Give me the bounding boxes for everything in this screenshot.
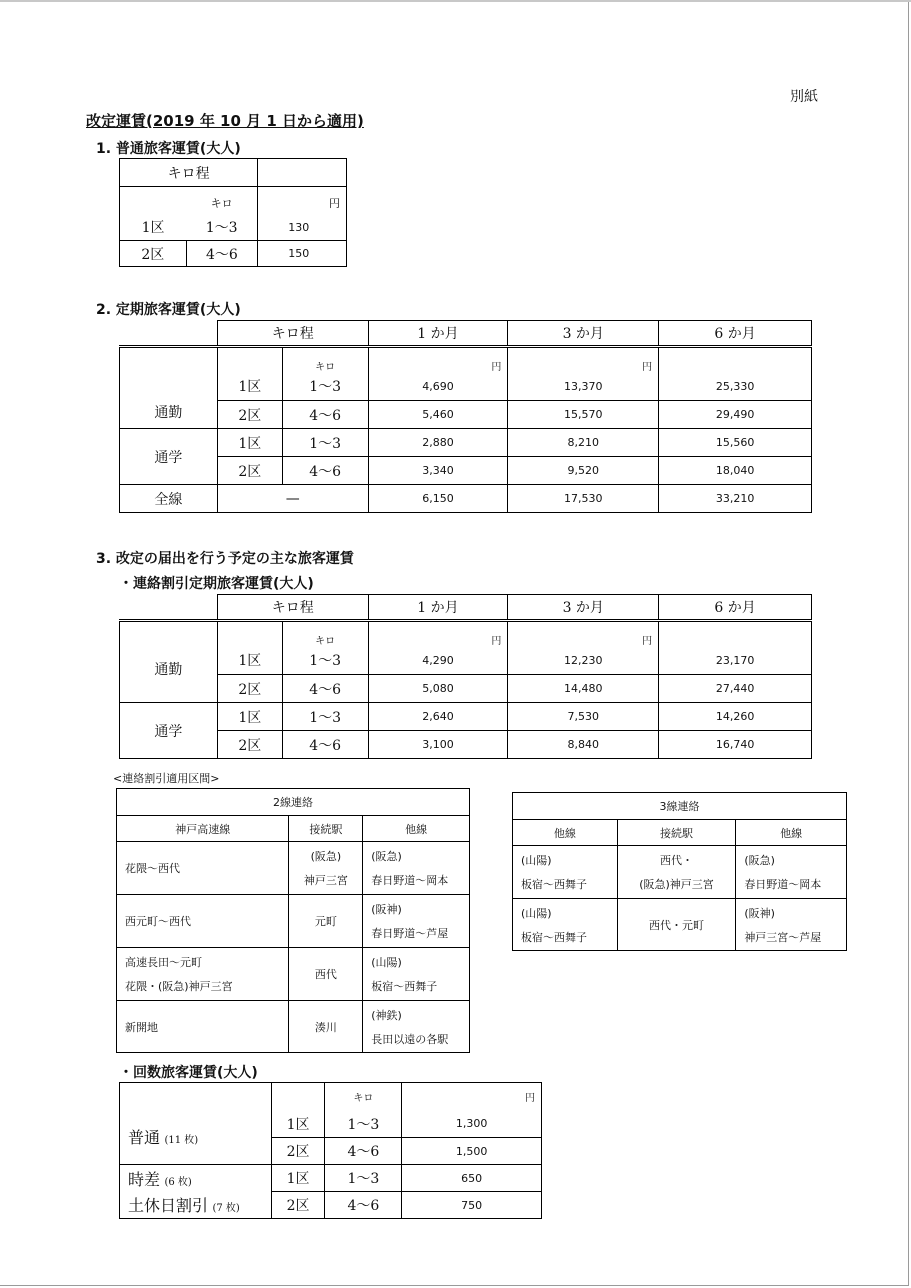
table-cell: (阪神) 春日野道〜芦屋 [363, 895, 470, 948]
main-title: 改定運賃(2019 年 10 月 1 日から適用) [86, 112, 364, 130]
table-cell: 4〜6 [186, 241, 258, 267]
table-cell: (阪神) 神戸三宮〜芦屋 [736, 899, 847, 951]
table-cell: 2区 [271, 1138, 325, 1165]
attachment-label: 別紙 [790, 89, 818, 105]
table-cell: 7,530 [508, 703, 659, 731]
applicable-section-note: <連絡割引適用区間> [113, 772, 220, 785]
table-cell: 12,230 [508, 647, 659, 675]
table-cell: 150 [258, 241, 347, 267]
table-cell: 西代・ (阪急)神戸三宮 [617, 846, 736, 899]
kaisu-table [119, 1082, 542, 1219]
three-line-table [512, 792, 847, 951]
row-label-school: 通学 [120, 429, 218, 485]
table-cell: 2,880 [368, 429, 508, 457]
table-cell: 花隈〜西代 [117, 842, 289, 895]
table-cell: (阪急) 春日野道〜岡本 [736, 846, 847, 899]
header-3month: 3 か月 [508, 595, 659, 621]
table-cell: 27,440 [659, 675, 812, 703]
header-connecting-station: 接続駅 [289, 816, 363, 842]
table-cell: 1〜3 [282, 373, 368, 401]
table-cell: 西元町〜西代 [117, 895, 289, 948]
table-cell: 17,530 [508, 485, 659, 513]
row-label-school: 通学 [120, 703, 218, 759]
table-cell: 1区 [217, 703, 282, 731]
table-cell: 2区 [217, 675, 282, 703]
section1-table [119, 158, 347, 267]
unit-kilo: キロ [186, 187, 258, 215]
table-cell: 14,480 [508, 675, 659, 703]
table-cell: 8,840 [508, 731, 659, 759]
table-cell: 14,260 [659, 703, 812, 731]
table-cell: 1区 [271, 1111, 325, 1138]
header-6month: 6 か月 [659, 595, 812, 621]
header-1month: 1 か月 [368, 595, 508, 621]
table-cell: (山陽) 板宿〜西舞子 [513, 899, 618, 951]
table-cell: 4〜6 [325, 1192, 402, 1219]
unit-kilo: キロ [282, 621, 368, 647]
table-cell: 1区 [217, 429, 282, 457]
section3-heading: 3. 改定の届出を行う予定の主な旅客運賃 [96, 551, 354, 567]
unit-kilo: キロ [282, 347, 368, 373]
table-cell: 4〜6 [282, 675, 368, 703]
table-cell: 2区 [120, 241, 187, 267]
table-cell: 4,690 [368, 373, 508, 401]
header-6month: 6 か月 [659, 321, 812, 347]
unit-yen: 円 [368, 347, 508, 373]
table-cell: 1区 [271, 1165, 325, 1192]
table-cell: 15,560 [659, 429, 812, 457]
table-cell: 1,300 [402, 1111, 542, 1138]
table-cell: 西代・元町 [617, 899, 736, 951]
table-cell: 1〜3 [282, 647, 368, 675]
table-cell: 4〜6 [282, 731, 368, 759]
header-1month: 1 か月 [368, 321, 508, 347]
table-cell: 4〜6 [282, 401, 368, 429]
row-label-off-peak: 時差 (6 枚) [120, 1165, 272, 1192]
table-cell: 15,570 [508, 401, 659, 429]
row-label-commute: 通勤 [120, 347, 218, 429]
three-line-title: 3線連絡 [513, 793, 847, 820]
row-label-holiday-discount: 土休日割引 (7 枚) [120, 1192, 272, 1219]
table-cell: 1〜3 [325, 1111, 402, 1138]
table-cell: 5,460 [368, 401, 508, 429]
table-cell: 4〜6 [282, 457, 368, 485]
table-cell: 4,290 [368, 647, 508, 675]
header-kobe-kosoku: 神戸高速線 [117, 816, 289, 842]
table-cell: 33,210 [659, 485, 812, 513]
unit-kilo: キロ [325, 1083, 402, 1111]
table-cell: 18,040 [659, 457, 812, 485]
table-cell: 13,370 [508, 373, 659, 401]
table-cell: 元町 [289, 895, 363, 948]
page-top-edge [0, 0, 911, 2]
unit-yen: 円 [508, 621, 659, 647]
table-cell: 高速長田〜元町 花隈・(阪急)神戸三宮 [117, 948, 289, 1001]
table-cell: 1〜3 [282, 703, 368, 731]
kilo-header: キロ程 [217, 595, 368, 621]
header-other-line: 他線 [736, 820, 847, 846]
unit-yen: 円 [402, 1083, 542, 1111]
table-cell: 1区 [217, 373, 282, 401]
header-other-line: 他線 [363, 816, 470, 842]
table-cell: 16,740 [659, 731, 812, 759]
table-cell: 湊川 [289, 1001, 363, 1053]
renraku-table [119, 594, 812, 759]
header-3month: 3 か月 [508, 321, 659, 347]
table-cell: 2,640 [368, 703, 508, 731]
table-cell: 3,340 [368, 457, 508, 485]
row-label-commute: 通勤 [120, 621, 218, 703]
table-cell: 1区 [217, 647, 282, 675]
table-cell: (山陽) 板宿〜西舞子 [513, 846, 618, 899]
section1-heading: 1. 普通旅客運賃(大人) [96, 141, 241, 157]
table-cell: (山陽) 板宿〜西舞子 [363, 948, 470, 1001]
table-cell: 新開地 [117, 1001, 289, 1053]
kilo-header: キロ程 [120, 159, 258, 187]
two-line-table [116, 788, 470, 1053]
table-cell: (神鉄) 長田以遠の各駅 [363, 1001, 470, 1053]
table-cell: (阪急) 春日野道〜岡本 [363, 842, 470, 895]
row-label-all-line: 全線 [120, 485, 218, 513]
header-connecting-station: 接続駅 [617, 820, 736, 846]
table-cell: 3,100 [368, 731, 508, 759]
two-line-title: 2線連絡 [117, 789, 470, 816]
section2-heading: 2. 定期旅客運賃(大人) [96, 302, 241, 318]
table-cell: 1〜3 [325, 1165, 402, 1192]
unit-yen: 円 [508, 347, 659, 373]
table-cell: 4〜6 [325, 1138, 402, 1165]
table-cell: 23,170 [659, 647, 812, 675]
table-cell: 1,500 [402, 1138, 542, 1165]
table-cell: 2区 [217, 457, 282, 485]
table-cell: 2区 [217, 731, 282, 759]
table-cell: 29,490 [659, 401, 812, 429]
table-cell: 1〜3 [186, 215, 258, 241]
table-cell: 9,520 [508, 457, 659, 485]
kaisu-heading: ・回数旅客運賃(大人) [119, 1065, 258, 1081]
kilo-header: キロ程 [217, 321, 368, 347]
table-cell: 西代 [289, 948, 363, 1001]
table-cell: 25,330 [659, 373, 812, 401]
table-cell: 750 [402, 1192, 542, 1219]
table-cell: 1〜3 [282, 429, 368, 457]
row-label-regular: 普通 (11 枚) [120, 1083, 272, 1165]
table-cell: 1区 [120, 215, 187, 241]
table-cell: 130 [258, 215, 347, 241]
header-other-line: 他線 [513, 820, 618, 846]
table-cell: 2区 [217, 401, 282, 429]
table-cell: — [217, 485, 368, 513]
table-cell: 8,210 [508, 429, 659, 457]
table-cell: 6,150 [368, 485, 508, 513]
unit-yen: 円 [258, 187, 347, 215]
table-cell: 650 [402, 1165, 542, 1192]
table-cell: 5,080 [368, 675, 508, 703]
section2-table [119, 320, 812, 513]
table-cell: 2区 [271, 1192, 325, 1219]
table-cell: (阪急) 神戸三宮 [289, 842, 363, 895]
renraku-heading: ・連絡割引定期旅客運賃(大人) [119, 576, 314, 592]
unit-yen: 円 [368, 621, 508, 647]
